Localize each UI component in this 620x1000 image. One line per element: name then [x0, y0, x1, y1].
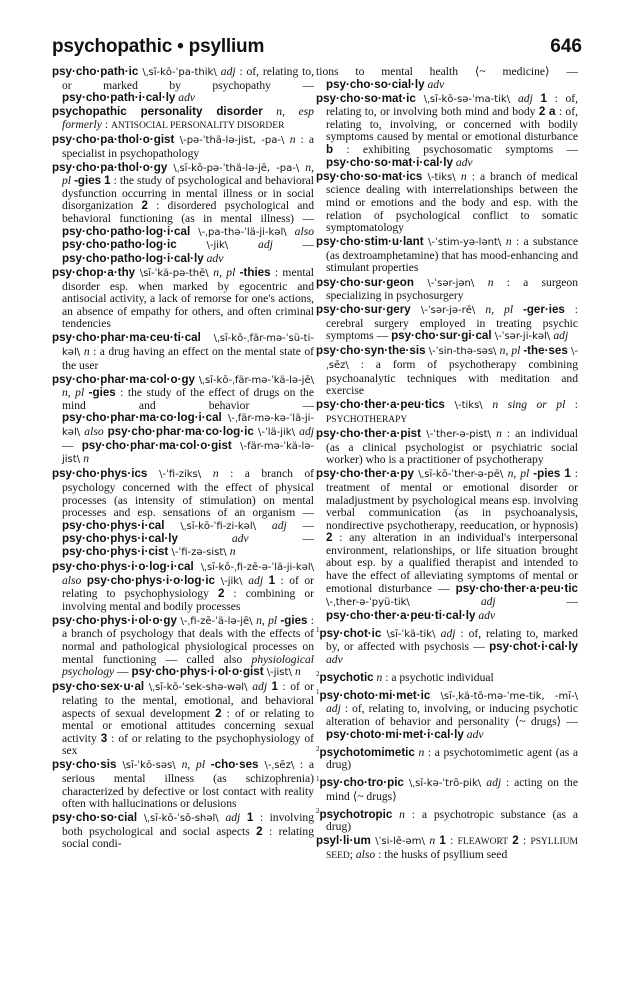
headword: psy·cho·phys·i·o·log·ic — [86, 573, 215, 587]
definition-text: : treatment of mental or emotional disorder or maladjustment by psychological means esp. involving verbal communication (as in psychoanalysis, nondirective psychotherapy, reeducation, or hypnosis) — [326, 467, 578, 532]
headword: psychopathic personality disorder — [52, 105, 263, 119]
pronunciation: \-tiks\ — [444, 400, 493, 412]
definition-text: : of or relating to the mental, emotional, and behavioral aspects of sexual development — [62, 680, 315, 720]
definition-text — [263, 105, 277, 118]
definition-text: : acting on the mind ⟨~ drugs⟩ — [326, 776, 578, 803]
definition-text: : — [518, 834, 531, 848]
dictionary-entry — [316, 66, 578, 91]
definition-text: : mental disorder esp. when marked by egocentric and antisocial activity, a lack of remorse for one's actions, an absence of empathy for others, and often criminal tendencies — [62, 265, 314, 331]
dictionary-entry — [316, 277, 578, 303]
definition-text: : the husks of psyllium seed — [375, 848, 508, 861]
definition-text — [285, 105, 299, 118]
right-column — [316, 66, 578, 864]
pronunciation: \ˌsī-kō-ˌfär-mə-ˈkä-lə-jē\ — [195, 374, 314, 386]
definition-text: : a surgeon specializing in psychosurgery — [326, 275, 579, 303]
headword: psy·choto·mi·met·i·cal·ly — [326, 727, 464, 741]
definition-text: : a specialist in psychopathology — [62, 132, 314, 160]
headword: psy·cho·tro·pic — [319, 776, 404, 790]
dictionary-entry — [316, 805, 578, 834]
definition-text: : a branch of medical science dealing with interrelationships between the mind or emotions and the body and esp. with the relation of psychological conflict to somatic symptomatology — [326, 169, 578, 235]
italic-label: n — [289, 132, 296, 146]
definition-text: — — [62, 438, 82, 452]
page-number: 646 — [550, 36, 582, 57]
dictionary-entry — [316, 468, 578, 622]
italic-label: adj — [326, 702, 341, 716]
headword: 2 — [256, 824, 263, 838]
italic-label: n — [376, 670, 383, 684]
pronunciation: \-tiks\ — [422, 171, 461, 183]
headword: psy·cho·so·cial·ly — [326, 77, 425, 91]
dictionary-entry — [52, 267, 314, 331]
italic-label: n, pl — [62, 160, 314, 188]
italic-label: physiological psychology — [62, 652, 314, 679]
headword: -gies — [74, 174, 102, 188]
definition-text: : the study of the effect of drugs on the mind and behavior — — [62, 386, 314, 412]
italic-label: adv — [427, 77, 445, 91]
dictionary-entry — [316, 304, 578, 344]
dictionary-entry — [316, 93, 578, 170]
pronunciation: \-ˌfi-zē-ˈä-lə-jē\ — [176, 615, 257, 627]
italic-label: n, pl — [181, 758, 206, 772]
definition-text: : — [565, 398, 578, 412]
headword: psy·cho·ther·a·py — [316, 467, 414, 481]
dictionary-entry — [316, 428, 578, 467]
headword: psy·cho·so·mat·i·cal·ly — [326, 155, 453, 169]
definition-text: — — [248, 532, 314, 546]
italic-label: n, pl — [485, 303, 514, 317]
definition-text — [178, 532, 232, 545]
page-header — [52, 36, 582, 60]
definition-text: : involving both psychological and social aspects — [62, 811, 315, 838]
italic-label: adj — [252, 680, 268, 694]
headword: 1 — [271, 680, 278, 694]
italic-label: adj — [440, 626, 456, 640]
headword: psy·chot·ic — [319, 626, 382, 640]
dictionary-entry — [316, 171, 578, 235]
homograph-number: 1 — [316, 688, 320, 697]
italic-label: also — [84, 425, 104, 439]
headword: psy·cho·sur·geon — [316, 275, 414, 289]
definition-text: : a substance (as dextroamphetamine) that has mood-enhancing and stimulant properties — [326, 235, 579, 275]
italic-label: also — [62, 573, 82, 587]
italic-label: adv — [178, 91, 196, 105]
left-column — [52, 66, 314, 853]
pronunciation: \ˌsī-kō-ˈsek-shə-wəl\ — [144, 682, 253, 694]
definition-text: : — [101, 117, 111, 131]
italic-label: adj — [518, 91, 533, 105]
headword: psy·cho·path·ic — [52, 65, 139, 78]
dictionary-entry — [52, 106, 314, 132]
definition-text: : a psychotomimetic agent (as a drug) — [326, 745, 578, 772]
headword: 1 — [268, 573, 276, 587]
small-caps-ref: PSYCHOTHERAPY — [326, 414, 408, 425]
headword: 1 — [104, 174, 111, 188]
pronunciation: \-ˈlä-jik\ — [253, 427, 300, 439]
definition-text: : of or relating to the psychophysiology of sex — [62, 731, 314, 758]
italic-label: adj — [258, 238, 273, 252]
definition-text: : of or relating to mental or emotional attitudes concerning sexual activity — [62, 706, 314, 745]
italic-label: adj — [220, 65, 236, 78]
italic-label: n — [429, 834, 436, 848]
headword: 2 a — [538, 105, 556, 119]
definition-text: : — [445, 834, 458, 848]
headword: psy·cho·sis — [52, 758, 117, 772]
dictionary-entry — [316, 743, 578, 772]
pronunciation: \ˌsī-kō-ˌfär-mə-ˈsü-ti-kəl\ — [62, 333, 314, 358]
headword: -ger·ies — [522, 303, 565, 317]
headword: psy·cho·phar·ma·co·log·i·cal — [62, 411, 222, 425]
headword: psy·cho·so·cial — [52, 811, 138, 825]
italic-label: n, pl — [256, 613, 278, 627]
italic-label: n — [460, 169, 467, 183]
italic-label: adv — [466, 727, 484, 741]
definition-text: : a psychotropic substance (as a drug) — [326, 807, 578, 834]
headword: psy·cho·sur·gery — [316, 303, 411, 317]
pronunciation: \ˌsī-kō-ˈfi-zi-kəl\ — [164, 520, 272, 532]
headword: psy·cho·phys·i·o·log·i·cal — [52, 559, 194, 573]
headword: psy·cho·pa·thol·o·gist — [52, 132, 175, 146]
guide-words: psychopathic • psyllium — [52, 36, 265, 57]
dictionary-entry — [316, 668, 578, 684]
dictionary-entry — [52, 66, 314, 105]
italic-label: adj — [480, 595, 496, 609]
pronunciation: \-ˈsər-jən\ — [413, 277, 488, 289]
definition-text: : disordered psychological and behavioral functioning (as in mental illness) — — [62, 199, 314, 226]
dictionary-entry — [52, 134, 314, 160]
definition-text: : the study of psychological and behavioral dysfunction occurring in mental illness or in social disorganization — [62, 174, 314, 213]
pronunciation: \-ˈsər-jə-rē\ — [410, 305, 486, 317]
headword: psy·cho·phys·ics — [52, 467, 148, 481]
headword: psy·cho·ther·a·peu·tics — [316, 398, 445, 412]
italic-label: n — [229, 544, 236, 558]
headword: psy·cho·phys·i·cist — [62, 544, 169, 558]
dictionary-entry — [316, 686, 578, 741]
dictionary-entry — [316, 773, 578, 803]
headword: -the·ses — [523, 344, 568, 358]
dictionary-entry — [316, 399, 578, 426]
italic-label: adv — [206, 251, 224, 265]
definition-text: — — [495, 595, 578, 609]
small-caps-ref: FLEAWORT — [457, 837, 509, 848]
pronunciation: \ˌsī-kō-ˌfi-zē-ə-ˈlä-ji-kəl\ — [193, 561, 314, 573]
definition-text: : a serious mental illness (as schizophrenia) characterized by defective or lost contact with reality often with hallucinations or delusions — [62, 758, 315, 811]
headword: -gies — [88, 386, 116, 400]
definition-text: ; — [349, 848, 356, 861]
pronunciation: \-ˌther-ə-ˈpyü-tik\ — [326, 597, 481, 609]
pronunciation: \ˌsī-kō-sə-ˈma-tik\ — [415, 93, 518, 105]
italic-label: n, — [276, 105, 285, 119]
definition-text: — — [272, 238, 314, 252]
italic-label: adj — [271, 518, 287, 532]
pronunciation: \-ˌpa-thə-ˈlä-ji-kəl\ — [190, 226, 295, 238]
italic-label: adj — [553, 329, 569, 343]
small-caps-ref: ANTISOCIAL PERSONALITY DISORDER — [110, 120, 285, 131]
italic-label: n — [212, 467, 219, 481]
italic-label: n — [295, 665, 301, 679]
dictionary-entry — [52, 812, 314, 851]
definition-text: — — [286, 518, 314, 532]
italic-label: also — [355, 848, 376, 861]
headword: psy·cho·ther·a·peu·ti·cal·ly — [326, 608, 476, 622]
definition-text: : an individual (as a clinical psychologist or psychiatric social worker) who is a practitioner of psychotherapy — [326, 427, 578, 467]
headword: 3 — [100, 731, 108, 745]
pronunciation: \-pə-ˈthä-lə-jist, -pa-\ — [174, 134, 290, 146]
headword: psychotomimetic — [319, 745, 415, 759]
definition-text: : exhibiting psychosomatic symptoms — — [333, 143, 578, 157]
italic-label: adv — [231, 532, 249, 546]
italic-label: adj — [225, 811, 241, 825]
headword: psy·cho·phar·ma·col·o·gist — [81, 438, 232, 452]
pronunciation: \ˈsi-lē-əm\ — [370, 836, 430, 848]
definition-text: : cerebral surgery employed in treating psychic symptoms — — [326, 303, 578, 343]
definition-text: : of, relating to, involving, or inducing psychotic alteration of behavior and personality ⟨~ drugs⟩ — — [326, 702, 578, 729]
small-caps-ref: PSYLLIUM SEED — [326, 837, 578, 861]
definition-text: : a branch of psychology concerned with the effect of physical processes (as intensity of stimulation) on mental processes and esp. sensations of an organism — — [62, 467, 314, 520]
italic-label: esp formerly — [62, 105, 314, 131]
pronunciation: \ˌsī-kō-pə-ˈthä-lə-jē, -pa-\ — [167, 162, 306, 174]
headword: psy·cho·so·mat·ic — [316, 91, 416, 105]
italic-label: adv — [326, 652, 343, 666]
pronunciation: \-ˌsēz\ — [326, 346, 579, 372]
pronunciation: \-ˈsər-ji-kəl\ — [491, 331, 554, 343]
headword: psy·chop·a·thy — [52, 265, 136, 279]
pronunciation: \-ˈfi-ziks\ — [147, 469, 213, 481]
italic-label: n — [487, 275, 494, 289]
definition-text — [513, 303, 523, 316]
headword: 1 — [439, 834, 446, 848]
dictionary-entry — [52, 332, 314, 372]
headword: psy·cho·sur·gi·cal — [391, 329, 492, 343]
pronunciation: \sī-ˈkä-pə-thē\ — [135, 267, 214, 279]
pronunciation: \sī-ˈkō-səs\ — [116, 760, 182, 772]
headword: psy·cho·ther·a·peu·tic — [455, 581, 578, 595]
headword: -thies — [239, 265, 271, 279]
italic-label: adv — [478, 608, 496, 622]
italic-label: also — [294, 224, 314, 238]
headword: psy·cho·ther·a·pist — [316, 427, 421, 441]
pronunciation: \-ˈther-ə-pist\ — [421, 429, 497, 441]
pronunciation: \-fär-mə-ˈkä-lə-jist\ — [62, 440, 314, 466]
dictionary-entry — [52, 681, 314, 758]
dictionary-entry — [316, 236, 578, 275]
headword: 1 — [246, 811, 254, 825]
headword: 2 — [326, 531, 333, 545]
headword: 2 — [215, 706, 222, 720]
pronunciation: \ˌsī-kō-ˈther-ə-pē\ — [413, 469, 508, 481]
homograph-number: 2 — [316, 670, 320, 679]
headword: psy·cho·pa·thol·o·gy — [52, 160, 168, 174]
italic-label: n — [399, 807, 405, 821]
italic-label: n — [83, 344, 90, 358]
italic-label: n — [496, 427, 502, 441]
headword: 2 — [217, 587, 225, 601]
headword: psy·cho·syn·the·sis — [316, 344, 426, 358]
pronunciation: \-ˈsin-thə-səs\ — [425, 346, 500, 358]
headword: -cho·ses — [210, 758, 259, 772]
pronunciation: \-jik\ — [215, 575, 249, 587]
headword: -gies — [280, 613, 308, 627]
headword: psy·cho·patho·log·i·cal·ly — [62, 251, 204, 265]
headword: psy·cho·phys·i·ol·o·gy — [52, 613, 177, 627]
headword: psy·cho·phys·i·cal·ly — [62, 532, 178, 546]
headword: 2 — [141, 199, 148, 213]
italic-label: adv — [455, 155, 473, 169]
italic-label: adj — [248, 573, 264, 587]
dictionary-entry — [52, 468, 314, 559]
italic-label: n sing or pl — [492, 398, 566, 412]
dictionary-entry — [52, 759, 314, 810]
headword: 1 — [540, 91, 547, 105]
headword: 1 — [564, 467, 571, 481]
definition-text: : of, relating to, marked by, or affected with psychosis — — [326, 626, 578, 654]
italic-label: n — [83, 452, 90, 466]
italic-label: n — [418, 745, 425, 759]
pronunciation: \ˌsī-kō-ˈsō-shəl\ — [137, 813, 226, 825]
pronunciation: \ˌsī-kə-ˈtrō-pik\ — [403, 778, 487, 790]
pronunciation: \-ˈstim-yə-lənt\ — [423, 237, 506, 249]
homograph-number: 1 — [316, 625, 320, 634]
headword: psy·cho·phys·i·ol·o·gist — [131, 665, 264, 679]
headword: psychotic — [319, 670, 374, 684]
headword: psy·cho·phar·ma·ceu·ti·cal — [52, 331, 201, 345]
headword: psy·cho·phys·i·cal — [62, 518, 165, 532]
definition-text: : a psychotic individual — [382, 670, 494, 684]
dictionary-entry — [52, 162, 314, 266]
pronunciation: \-ˈfi-zə-sist\ — [168, 546, 230, 558]
headword: -pies — [533, 467, 561, 481]
italic-label: n, pl — [507, 467, 530, 481]
homograph-number: 2 — [316, 744, 320, 753]
definition-text: — — [114, 665, 132, 679]
headword: 2 — [512, 834, 519, 848]
homograph-number: 2 — [316, 806, 320, 815]
headword: psy·chot·i·cal·ly — [489, 640, 578, 654]
headword: psy·cho·sex·u·al — [52, 680, 145, 694]
italic-label: n, pl — [62, 386, 85, 400]
headword: psy·cho·patho·log·i·cal — [62, 224, 191, 238]
italic-label: n, pl — [499, 344, 521, 358]
pronunciation: \ˌsī-kō-ˈpa-thik\ — [138, 67, 221, 78]
pronunciation: \-ˌsēz\ — [258, 760, 295, 772]
homograph-number: 1 — [316, 775, 320, 784]
headword: b — [326, 143, 334, 157]
italic-label: adj — [299, 425, 314, 439]
dictionary-entry — [52, 561, 314, 613]
headword: psy·cho·patho·log·ic — [62, 238, 177, 252]
definition-text: : combining or involving mental and bodily processes — [62, 587, 314, 613]
dictionary-entry — [316, 835, 578, 862]
definition-text: : a form of psychotherapy combining psychoanalytic techniques with meditation and exercise — [326, 358, 578, 398]
headword: psyl·li·um — [316, 834, 371, 848]
italic-label: n — [505, 235, 512, 249]
pronunciation: \sī-ˌkä-tō-mə-ˈme-tik, -mī-\ — [430, 690, 578, 702]
definition-text: : a branch of psychology that deals with the effects of normal and pathological physiological processes on mental functioning — called also — [62, 613, 315, 666]
definition-text: : of or relating to psychophysiology — [62, 573, 315, 601]
pronunciation: \-jik\ — [176, 240, 259, 252]
headword: psy·cho·phar·ma·co·log·ic — [107, 425, 254, 439]
headword: psy·cho·phar·ma·col·o·gy — [52, 372, 195, 386]
pronunciation: \-ˌfär-mə-kə-ˈlä-ji-kəl\ — [62, 413, 314, 439]
dictionary-entry — [316, 624, 578, 667]
dictionary-entry — [52, 615, 314, 680]
definition-text: : any alteration in an individual's interpersonal environment, relationships, or life situation brought about esp. by a qualified therapist and intended to have the effect of alleviating symptoms of mental or emotional disturbance — — [326, 531, 578, 595]
definition-text: : relating social condi- — [62, 824, 314, 851]
italic-label: n, pl — [213, 265, 236, 279]
pronunciation: \sī-ˈkä-tik\ — [381, 628, 441, 640]
headword: psy·cho·stim·u·lant — [316, 235, 424, 249]
definition-text: : a drug having an effect on the mental state of the user — [62, 344, 314, 372]
italic-label: adj — [486, 776, 502, 790]
definition-text: : of, relating to, or involving both mind and body — [326, 91, 578, 119]
headword: psy·choto·mi·met·ic — [319, 688, 431, 702]
dictionary-entry — [52, 374, 314, 467]
definition-text: tions to mental health ⟨~ medicine⟩ — — [316, 65, 578, 78]
headword: psy·cho·path·i·cal·ly — [62, 91, 176, 105]
definition-text: : of, relating to, involving, or concerned with bodily symptoms caused by mental or emotional disturbance — [326, 105, 578, 144]
headword: psy·cho·so·mat·ics — [316, 169, 423, 183]
headword: psychotropic — [319, 807, 393, 821]
dictionary-entry — [316, 345, 578, 397]
pronunciation: \-jist\ — [263, 667, 295, 679]
definition-text: : of, relating to, or marked by psychopathy — — [62, 65, 314, 92]
